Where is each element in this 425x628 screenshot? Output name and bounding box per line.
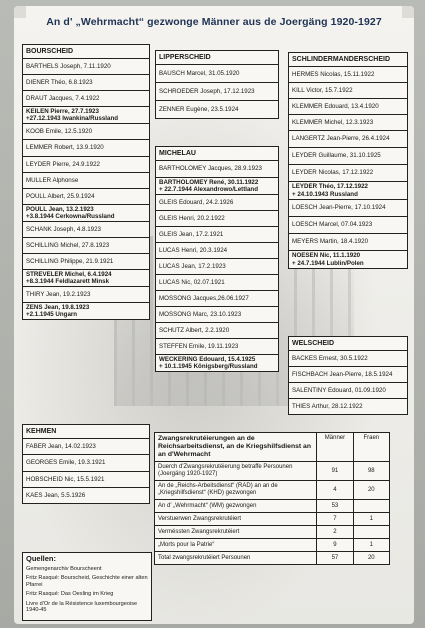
person-entry: STREVELER Michel, 6.4.1924 (26, 270, 112, 278)
list-item (156, 178, 278, 195)
table-body (155, 462, 389, 564)
person-entry: MOSSONG Marc, 23.10.1923 (159, 310, 242, 318)
list-item (289, 200, 407, 217)
list-item (23, 75, 149, 91)
table-header (155, 433, 389, 462)
list-item (23, 254, 149, 270)
death-note: + 22.7.1944 Alexandrowo/Lettland (159, 186, 258, 193)
person-entry: BARTHELS Joseph, 7.11.1920 (26, 62, 111, 70)
list-item (289, 165, 407, 182)
list-item (23, 173, 149, 189)
row-label: Duerch d'Zwangsrekrutéierung betraffe Persounen (Joergäng 1920-1927) (155, 462, 317, 480)
death-note: +8.3.1944 Feldlazarett Minsk (26, 278, 110, 285)
list-item (289, 115, 407, 131)
person-entry: SCHROEDER Joseph, 17.12.1923 (159, 87, 255, 95)
list-item (156, 275, 278, 291)
tape-mark (402, 6, 414, 18)
table-row (155, 500, 389, 513)
death-note: +3.8.1944 Cerkowna/Russland (26, 213, 115, 220)
person-entry: POULL Jean, 13.2.1923 (26, 205, 94, 213)
person-entry: SCHILLING Michel, 27.8.1923 (26, 241, 110, 249)
row-label: „Morts pour la Patrie“ (155, 539, 317, 551)
person-entry: MEYERS Martin, 18.4.1920 (292, 238, 369, 246)
person-entry: GLEIS Edouard, 24.2.1926 (159, 198, 234, 206)
person-entry: LUCAS Nic, 02.07.1921 (159, 278, 225, 286)
person-entry: SCHUTZ Albert, 2.2.1920 (159, 326, 230, 334)
person-entry: LEYDER Théo, 17.12.1922 (292, 183, 369, 191)
women-count (354, 526, 389, 538)
women-count (354, 500, 389, 512)
list-item (23, 222, 149, 238)
person-entry: SALENTINY Edouard, 01.09.1920 (292, 386, 386, 394)
person-entry: LEYDER Nicolas, 17.12.1922 (292, 169, 374, 177)
person-entry: BACKES Ernest, 30.5.1922 (292, 354, 368, 362)
person-entry: HOBSCHEID Nic, 15.5.1921 (26, 475, 105, 483)
list-item (156, 101, 278, 118)
list-item (23, 107, 149, 124)
person-entry: FABER Jean, 14.02.1923 (26, 442, 96, 450)
list-item (289, 367, 407, 383)
village-lipperscheid (155, 50, 279, 119)
conscription-stats-table (154, 432, 390, 565)
men-count: 7 (317, 513, 353, 525)
name-list (156, 65, 278, 118)
person-entry: GLEIS Henri, 20.2.1922 (159, 214, 225, 222)
person-entry: POULL Albert, 25.9.1924 (26, 192, 95, 200)
village-kehmen (22, 424, 150, 504)
men-count: 91 (317, 462, 353, 480)
table-row (155, 462, 389, 481)
women-count: 20 (367, 555, 375, 561)
table-row (155, 552, 389, 564)
table-row (155, 539, 389, 552)
name-list (156, 161, 278, 371)
person-entry: GEORGES Emile, 19.3.1921 (26, 459, 106, 467)
person-entry: KEILEN Pierre, 27.7.1923 (26, 107, 99, 115)
person-entry: MOSSONG Jacques,26.06.1927 (159, 294, 249, 302)
list-item (289, 99, 407, 115)
list-item (23, 91, 149, 107)
death-note: +27.12.1943 Iwankina/Russland (26, 115, 119, 122)
sources-list (26, 566, 148, 614)
village-welscheid (288, 336, 408, 415)
table-row (155, 513, 389, 526)
list-item (23, 488, 149, 503)
name-list (289, 351, 407, 414)
list-item (289, 399, 407, 414)
list-item (23, 303, 149, 319)
list-item (156, 211, 278, 227)
source-item: Livre d'Or de la Résistence luxembourgeoise 1940-45 (26, 600, 138, 613)
list-item (23, 439, 149, 455)
list-item (156, 243, 278, 259)
person-entry: KLEMMER Edouard, 13.4.1920 (292, 102, 379, 110)
list-item (289, 148, 407, 165)
women-count: 98 (367, 468, 375, 474)
list-item (156, 227, 278, 243)
list-item (289, 217, 407, 234)
list-item (23, 455, 149, 472)
list-item (156, 339, 278, 355)
list-item (289, 351, 407, 367)
tape-mark (14, 6, 26, 18)
person-entry: STEFFEN Emile, 19.11.1923 (159, 342, 239, 350)
source-item: Fritz Rasqué: Das Oesling im Krieg (26, 591, 114, 597)
men-count: 2 (317, 526, 353, 538)
list-item (156, 65, 278, 83)
list-item (23, 472, 149, 488)
table-row (155, 481, 389, 500)
person-entry: ZENS Jean, 19.8.1923 (26, 303, 90, 311)
list-item (289, 234, 407, 251)
village-header: LIPPERSCHEID (156, 51, 278, 65)
list-item (156, 83, 278, 101)
source-item: Gemengenarchiv Bourscheent (26, 565, 102, 572)
women-count: 20 (367, 487, 375, 493)
village-schlindermanderscheid (288, 52, 408, 269)
person-entry: SCHANK Joseph, 4.8.1923 (26, 225, 101, 233)
board-title: An d' „Wehrmacht“ gezwonge Männer aus de Joergäng 1920-1927 (46, 16, 382, 28)
list-item (23, 140, 149, 157)
list-item (23, 157, 149, 173)
person-entry: KILL Victor, 15.7.1922 (292, 86, 353, 94)
list-item (289, 182, 407, 200)
person-entry: FISCHBACH Jean-Pierre, 18.5.1924 (292, 370, 393, 378)
row-label: Total zwangsrekrutéiert Persounen (155, 552, 317, 564)
list-item (23, 189, 149, 205)
village-header: KEHMEN (23, 425, 149, 439)
list-item (156, 259, 278, 275)
sources-box (22, 552, 152, 621)
list-item (156, 307, 278, 323)
death-note: + 24.7.1944 Lublin/Polen (292, 259, 364, 267)
death-note: + 10.1.1945 Königsberg/Russland (159, 363, 258, 370)
name-list (23, 59, 149, 319)
person-entry: LEYDER Guillaume, 31.10.1925 (292, 152, 381, 160)
person-entry: DRAUT Jacques, 7.4.1922 (26, 94, 100, 102)
list-item (156, 355, 278, 371)
row-label: Verstuerwen Zwangsrekrutéiert (155, 513, 317, 525)
person-entry: DIENER Théo, 6.8.1923 (26, 78, 93, 86)
list-item (23, 238, 149, 254)
source-item: Fritz Rasqué: Bourscheid, Geschichte einer alten Pfarrei (26, 575, 148, 588)
person-entry: LUCAS Henri, 20.3.1924 (159, 246, 228, 254)
list-item (23, 124, 149, 140)
list-item (156, 291, 278, 307)
list-item (23, 205, 149, 222)
list-item (289, 251, 407, 268)
name-list (23, 439, 149, 503)
women-count: 1 (369, 516, 373, 522)
row-label: An d' „Wehrmacht“ (WM) gezwongen (155, 500, 317, 512)
person-entry: BARTHOLOMEY Jacques, 28.9.1923 (159, 165, 262, 173)
person-entry: LEYDER Pierre, 24.9.1922 (26, 160, 100, 168)
list-item (289, 383, 407, 399)
name-list (289, 67, 407, 268)
men-count: 4 (317, 481, 353, 499)
list-item (156, 161, 278, 178)
death-note: + 24.10.1943 Russland (292, 190, 358, 198)
village-header: SCHLINDERMANDERSCHEID (289, 53, 407, 67)
person-entry: LOESCH Jean-Pierre, 17.10.1924 (292, 204, 386, 212)
column-women: Fraen (363, 435, 380, 441)
person-entry: KOOB Emile, 12.5.1920 (26, 127, 93, 135)
person-entry: SCHILLING Philippe, 21.9.1921 (26, 257, 114, 265)
person-entry: KAES Jean, 5.5.1926 (26, 491, 86, 499)
list-item (289, 131, 407, 148)
village-michelau (155, 146, 279, 372)
person-entry: LANGERTZ Jean-Pierre, 26.4.1924 (292, 135, 390, 143)
person-entry: KLEMMER Michel, 12.3.1923 (292, 118, 374, 126)
men-count: 57 (317, 552, 353, 564)
person-entry: ZENNER Eugène, 23.5.1924 (159, 105, 239, 113)
men-count: 9 (317, 539, 353, 551)
list-item (289, 67, 407, 83)
sources-heading: Quellen: (26, 554, 57, 563)
person-entry: LEMMER Robert, 13.9.1920 (26, 144, 104, 152)
village-header: MICHELAU (156, 147, 278, 161)
person-entry: THIES Arthur, 28.12.1922 (292, 402, 363, 410)
person-entry: WECKERING Edouard, 15.4.1925 (159, 355, 256, 363)
row-label: An de „Reichs-Arbeitsdienst“ (RAD) an an de „Kriegshilfsdienst“ (KHD) gezwongen (155, 481, 317, 499)
list-item (23, 287, 149, 303)
person-entry: THIRY Jean, 19.2.1923 (26, 290, 91, 298)
row-label: Verméssten Zwangsrekrutéiert (155, 526, 317, 538)
person-entry: BAUSCH Marcel, 31.05.1920 (159, 69, 240, 77)
person-entry: LOESCH Marcel, 07.04.1923 (292, 221, 373, 229)
person-entry: HERMES Nicolas, 15.11.1922 (292, 70, 375, 78)
table-row (155, 526, 389, 539)
men-count: 53 (317, 500, 353, 512)
person-entry: LUCAS Jean, 17.2.1923 (159, 262, 226, 270)
person-entry: GLEIS Jean, 17.2.1921 (159, 230, 224, 238)
list-item (23, 59, 149, 75)
person-entry: NOESEN Nic, 11.1.1920 (292, 252, 361, 260)
village-header: BOURSCHEID (23, 45, 149, 59)
list-item (289, 83, 407, 99)
column-men: Männer (317, 433, 353, 461)
death-note: +2.1.1945 Ungarn (26, 311, 78, 318)
list-item (156, 323, 278, 339)
village-header: WELSCHEID (289, 337, 407, 351)
village-bourscheid (22, 44, 150, 320)
list-item (156, 195, 278, 211)
list-item (23, 270, 149, 287)
women-count: 1 (369, 542, 373, 548)
table-heading: Zwangsrekrutéierungen an de Reichsarbeitsdienst, an de Kriegshilfsdienst an an d'Wehrmacht (155, 433, 317, 461)
person-entry: MULLER Alphonse (26, 176, 79, 184)
person-entry: BARTHOLOMEY René, 30.11.1922 (159, 178, 259, 186)
